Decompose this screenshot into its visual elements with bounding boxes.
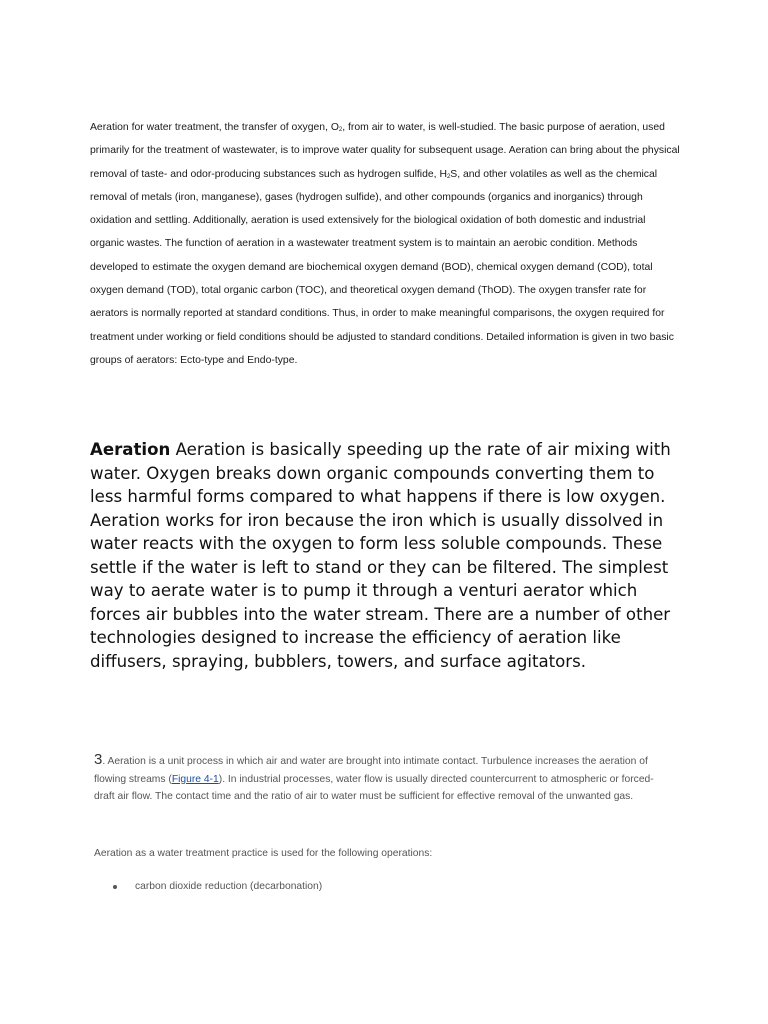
aeration-body: Aeration is basically speeding up the rate of air mixing with water. Oxygen breaks down organic compounds converting them to less harmful forms compared to what happens if there is low oxygen. Aeration works for iron because the iron which is usually dissolved in water reacts with the oxygen to form less soluble compounds. These settle if the water is left to stand or they can be filtered. The simplest way to aerate water is to pump it through a venturi aerator which forces air bubbles into the water stream. There are a number of other technologies designed to increase the efficiency of aeration like diffusers, spraying, bubblers, towers, and surface agitators. — [90, 440, 671, 671]
list-item — [113, 878, 653, 895]
aeration-heading: Aeration — [90, 440, 171, 459]
paragraph-number: 3 — [94, 751, 103, 768]
intro-paragraph — [90, 116, 682, 372]
bullet-icon — [113, 885, 117, 889]
figure-link[interactable]: Figure 4-1 — [171, 773, 219, 785]
intro-text-part-2: , from air to water, is well-studied. The basic purpose of aeration, used primarily for the treatment of wastewater, is to improve water quality for subsequent usage. Aeration can bring about the physical removal of taste- and odor-producing substances such as hydrogen sulfide, H — [90, 122, 680, 180]
aeration-paragraph — [90, 438, 680, 673]
intro-text-part-1: Aeration for water treatment, the transfer of oxygen, O — [90, 122, 339, 133]
operations-list — [113, 878, 653, 895]
intro-subscript-2: 2 — [446, 173, 451, 180]
unit-process-paragraph — [94, 751, 662, 806]
intro-subscript-1: 2 — [338, 127, 343, 133]
list-item-text: carbon dioxide reduction (decarbonation) — [135, 881, 323, 892]
operations-intro: Aeration as a water treatment practice is used for the following operations: — [94, 848, 433, 859]
unit-process-text-2: ). In industrial processes, water flow is usually directed countercurrent to atmospheric or forced-draft air flow. The contact time and the ratio of air to water must be sufficient for effective removal of the unwanted gas. — [94, 773, 654, 803]
unit-process-text-1: . Aeration is a unit process in which air and water are brought into intimate contact. Turbulence increases the aeration of flowing streams ( — [94, 756, 648, 785]
intro-text-part-3: S, and other volatiles as well as the chemical removal of metals (iron, manganese), gases (hydrogen sulfide), and other compounds (organics and inorganics) through oxidation and settling. Additionally, aeration is used extensively for the biological oxidation of both domestic and industrial organic wastes. The function of aeration in a wastewater treatment system is to maintain an aerobic condition. Methods developed to estimate the oxygen demand are biochemical oxygen demand (BOD), chemical oxygen demand (COD), total oxygen demand (TOD), total organic carbon (TOC), and theoretical oxygen demand (ThOD). The oxygen transfer rate for aerators is normally reported at standard conditions. Thus, in order to make meaningful comparisons, the oxygen required for treatment under working or field conditions should be adjusted to standard conditions. Detailed information is given in two basic groups of aerators: Ecto-type and Endo-type. — [90, 168, 674, 366]
